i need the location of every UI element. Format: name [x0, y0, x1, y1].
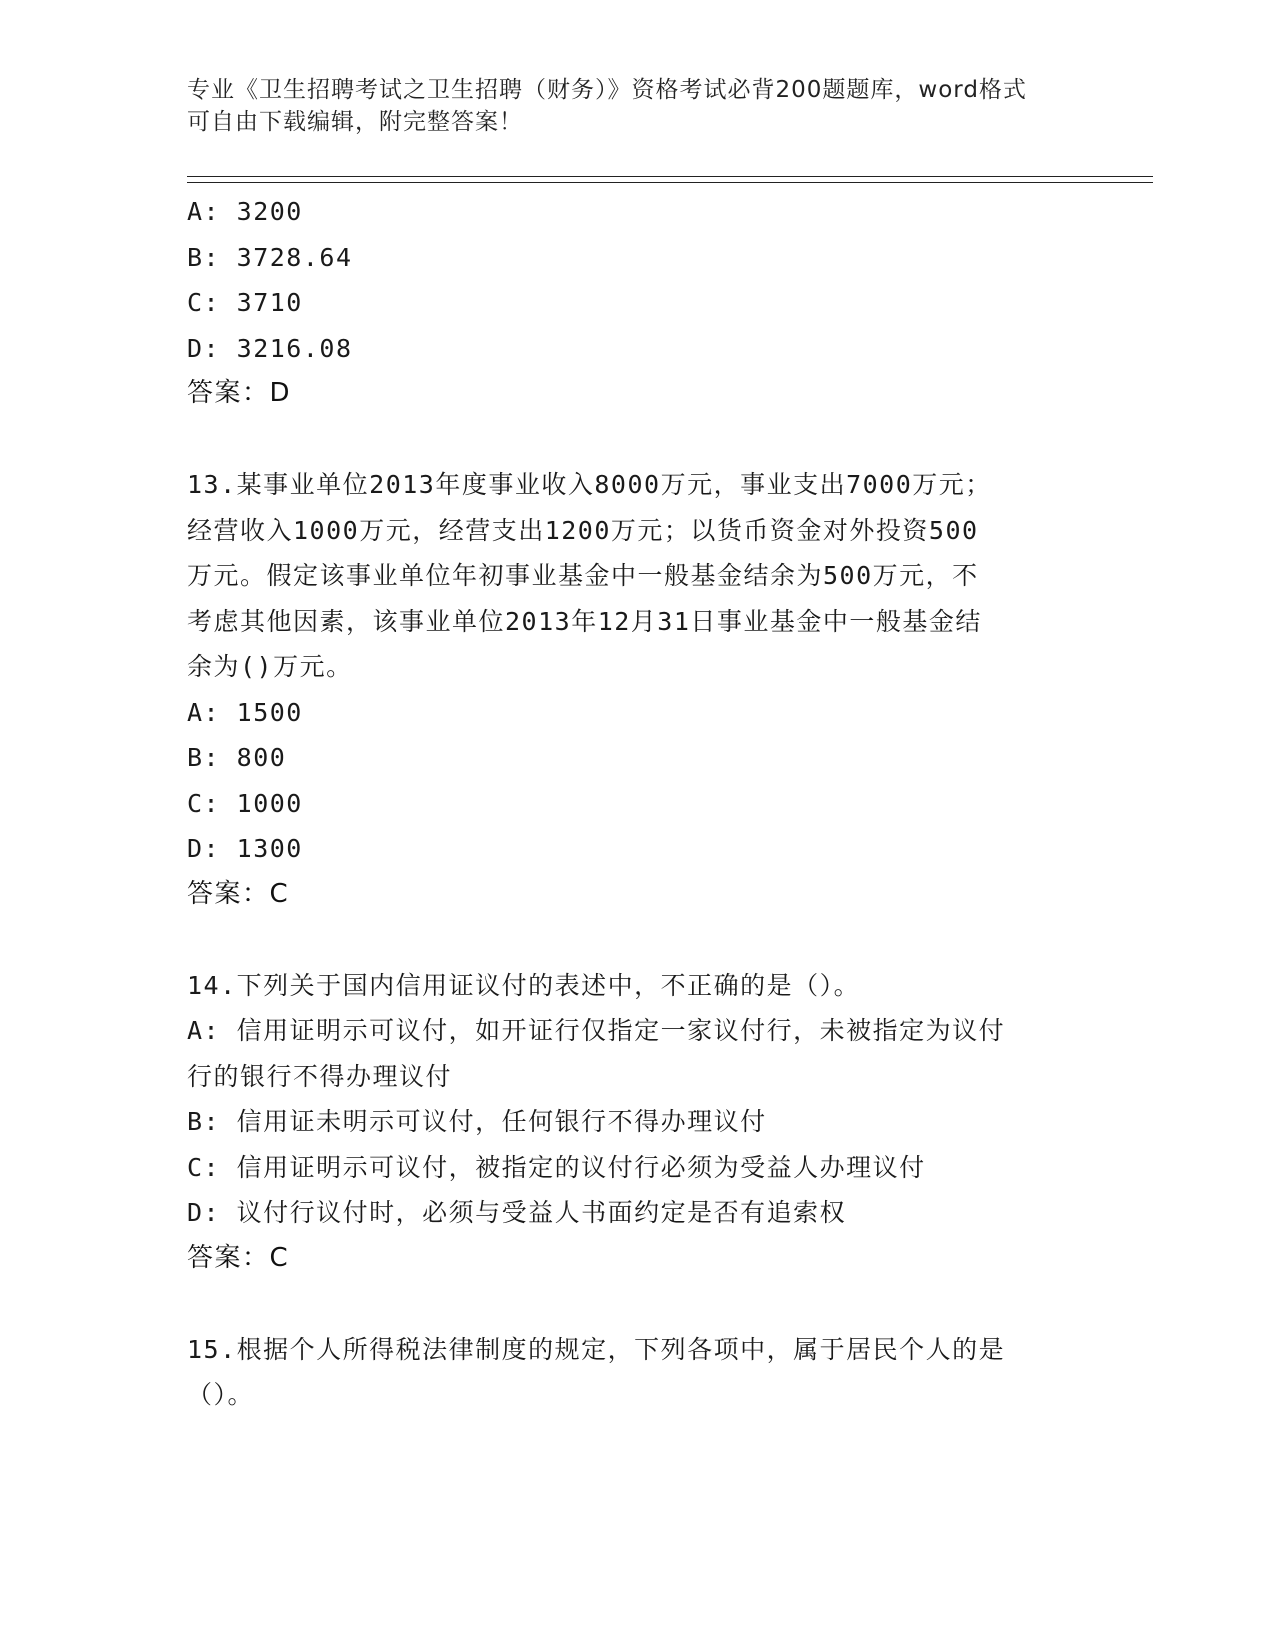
option-d: D: 议付行议付时，必须与受益人书面约定是否有追索权: [187, 1198, 847, 1227]
question-stem-line: 余为()万元。: [187, 652, 353, 681]
option-d: D: 1300: [187, 834, 303, 863]
question-content: [187, 189, 1087, 1418]
question-stem: 14.下列关于国内信用证议付的表述中，不正确的是（）。: [187, 970, 861, 1000]
question-stem-line: 15.根据个人所得税法律制度的规定，下列各项中，属于居民个人的是: [187, 1334, 1006, 1364]
header-divider-bottom: [187, 182, 1153, 183]
option-a: A: 3200: [187, 197, 303, 226]
option-c: C: 1000: [187, 788, 303, 818]
spacer: [187, 1281, 1087, 1327]
option-c: C: 信用证明示可议付，被指定的议付行必须为受益人办理议付: [187, 1152, 926, 1182]
spacer: [187, 917, 1087, 963]
option-d: D: 3216.08: [187, 333, 353, 363]
option-b: B: 3728.64: [187, 242, 353, 272]
document-header: [187, 74, 1067, 138]
question-12: [187, 189, 1087, 417]
spacer: [187, 417, 1087, 463]
option-b: B: 信用证未明示可议付，任何银行不得办理议付: [187, 1107, 767, 1136]
option-a-continued: 行的银行不得办理议付: [187, 1061, 453, 1091]
answer: 答案：C: [187, 878, 290, 909]
header-divider-top: [187, 176, 1153, 177]
header-line-1: 专业《卫生招聘考试之卫生招聘（财务）》资格考试必背200题题库，word格式: [187, 77, 1027, 103]
option-a: A: 1500: [187, 697, 303, 727]
option-a: A: 信用证明示可议付，如开证行仅指定一家议付行，未被指定为议付: [187, 1016, 1006, 1045]
question-stem-line: 万元。假定该事业单位年初事业基金中一般基金结余为500万元，不: [187, 561, 979, 590]
question-stem-line: 13.某事业单位2013年度事业收入8000万元，事业支出7000万元；: [187, 470, 992, 499]
question-14: [187, 963, 1087, 1282]
option-c: C: 3710: [187, 288, 303, 317]
answer: 答案：D: [187, 378, 292, 408]
question-15: [187, 1327, 1087, 1418]
question-stem-line: 考虑其他因素，该事业单位2013年12月31日事业基金中一般基金结: [187, 606, 982, 636]
question-13: [187, 462, 1087, 917]
question-stem-line: （）。: [187, 1380, 255, 1409]
option-b: B: 800: [187, 743, 287, 772]
answer: 答案：C: [187, 1242, 290, 1273]
question-stem-line: 经营收入1000万元，经营支出1200万元；以货币资金对外投资500: [187, 515, 979, 545]
header-line-2: 可自由下载编辑，附完整答案！: [187, 109, 523, 135]
